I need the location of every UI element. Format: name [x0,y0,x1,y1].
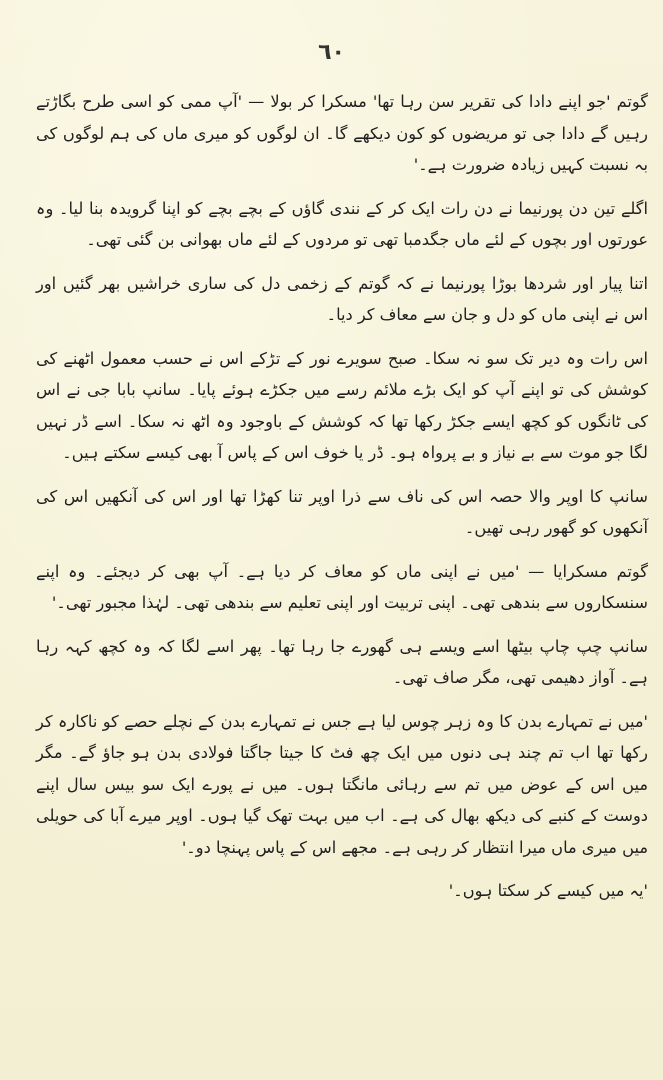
paragraph: 'میں نے تمہارے بدن کا وہ زہر چوس لیا ہے جس نے تمہارے بدن کے نچلے حصے کو ناکارہ کر رکھا تھا اب تم چند ہی دنوں میں ایک چھ فٹ کا جیتا جاگتا فولادی بدن ہو جاؤ گے۔ مگر میں اس کے عوض میں تم سے رہائی مانگتا ہوں۔ میں نے پورے ایک سو بیس سال اپنے دوست کے کنبے کی دیکھ بھال کی ہے۔ اب میں بہت تھک گیا ہوں۔ اوپر میرے آبا کی حویلی میں میری ماں میرا انتظار کر رہی ہے۔ مجھے اس کے پاس پہنچا دو۔' [36,711,648,857]
paragraph: گوتم مسکرایا — 'میں نے اپنی ماں کو معاف کر دیا ہے۔ آپ بھی کر دیجئے۔ وہ اپنے سنسکاروں سے بندھی تھی۔ اپنی تربیت اور اپنی تعلیم سے بندھی تھی۔ لہٰذا مجبور تھی۔' [36,561,648,612]
paragraph: اتنا پیار اور شردھا بوڑا پورنیما نے کہ گوتم کے زخمی دل کی ساری خراشیں بھر گئیں اور اس نے اپنی ماں کو دل و جان سے معاف کر دیا۔ [36,273,648,324]
page-body [36,86,648,919]
paragraph: 'یہ میں کیسے کر سکتا ہوں۔' [448,881,648,900]
page-number: ٦٠ [318,40,345,65]
paragraph: اس رات وہ دیر تک سو نہ سکا۔ صبح سویرے نور کے تڑکے اس نے حسب معمول اٹھنے کی کوشش کی تو اپنے آپ کو ایک بڑے ملائم رسے میں جکڑے ہوئے پایا۔ سانپ بابا جی نے اس کی ٹانگوں کو کچھ ایسے جکڑ رکھا تھا کہ کوشش کے باوجود وہ اٹھ نہ سکا۔ اسے ڈر نہیں لگا جو موت سے بے نیاز و بے پرواہ ہو۔ ڈر یا خوف اس کے پاس آ بھی کیسے سکتے ہیں۔ [36,348,648,462]
paragraph: گوتم 'جو اپنے دادا کی تقریر سن رہا تھا' مسکرا کر بولا — 'آپ ممی کو اسی طرح بگاڑتے رہیں گے دادا جی تو مریضوں کو کون دیکھے گا۔ ان لوگوں کو میری ماں کی ہم لوگوں کی بہ نسبت کہیں زیادہ ضرورت ہے۔' [36,92,648,174]
paragraph: سانپ کا اوپر والا حصہ اس کی ناف سے ذرا اوپر تنا کھڑا تھا اور اس کی آنکھیں اس کی آنکھوں کو گھور رہی تھیں۔ [36,486,648,537]
paragraph: اگلے تین دن پورنیما نے دن رات ایک کر کے نندی گاؤں کے بچے بچے کو اپنا گرویدہ بنا لیا۔ وہ عورتوں اور بچوں کے لئے ماں جگدمبا تھی تو مردوں کے لئے ماں بھوانی بن گئی تھی۔ [36,198,648,249]
paragraph: سانپ چپ چاپ بیٹھا اسے ویسے ہی گھورے جا رہا تھا۔ پھر اسے لگا کہ وہ کچھ کہہ رہا ہے۔ آواز دھیمی تھی، مگر صاف تھی۔ [36,636,648,687]
